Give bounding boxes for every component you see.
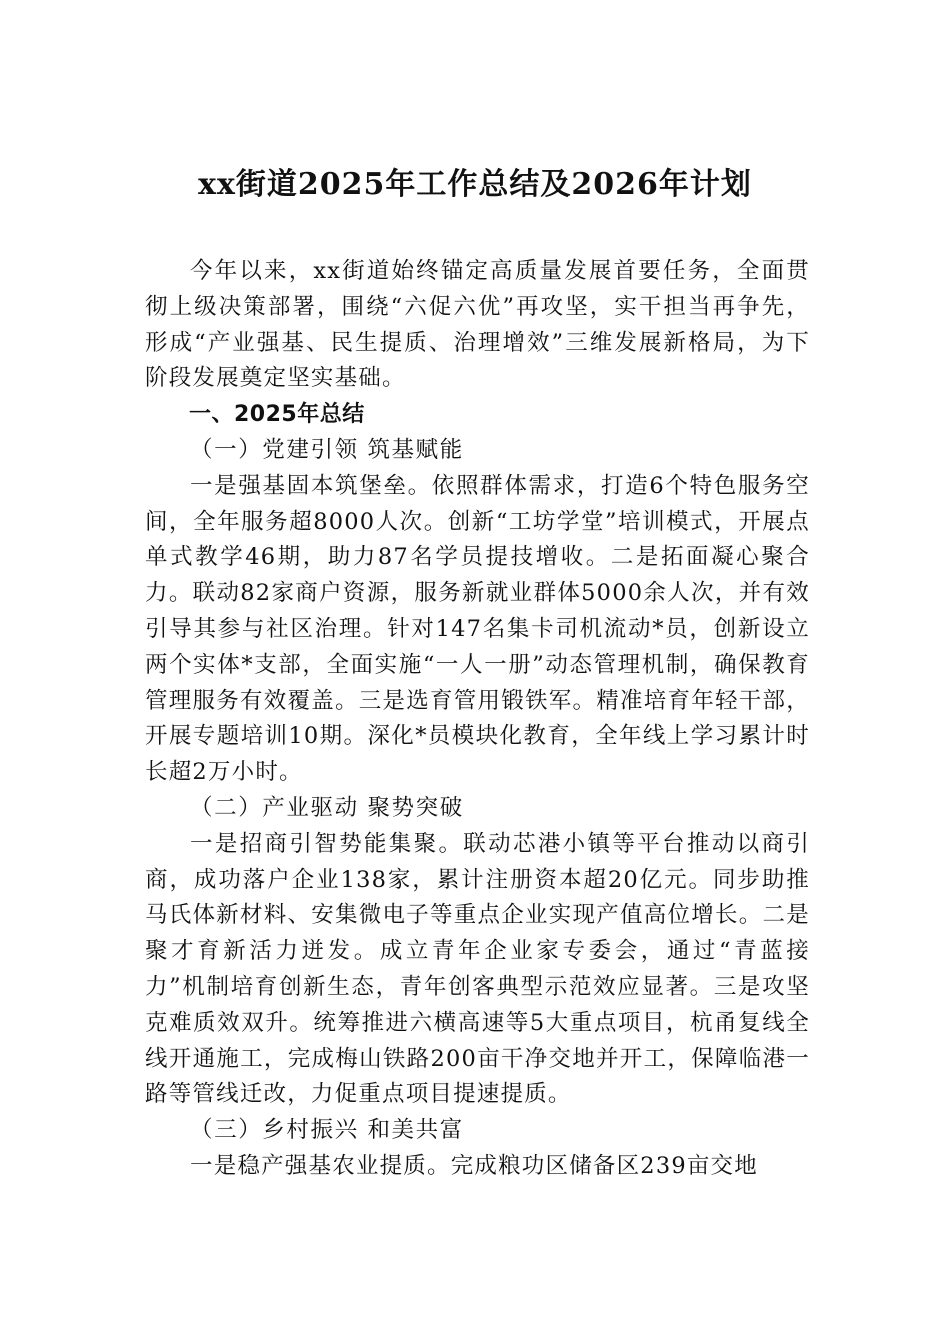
intro-paragraph: 今年以来，xx街道始终锚定高质量发展首要任务，全面贯彻上级决策部署，围绕“六促六优”再攻坚，实干担当再争先，形成“产业强基、民生提质、治理增效”三维发展新格局，为下阶段发展奠定坚实基础。 [145, 258, 810, 392]
subsection-heading-industry: （二）产业驱动 聚势突破 [190, 794, 464, 821]
document-body [145, 254, 810, 1185]
paragraph-party-building: 一是强基固本筑堡垒。依照群体需求，打造6个特色服务空间，全年服务超8000人次。创新“工坊学堂”培训模式，开展点单式教学46期，助力87名学员提技增收。二是拓面凝心聚合力。联动82家商户资源，服务新就业群体5000余人次，并有效引导其参与社区治理。针对147名集卡司机流动*员，创新设立两个实体*支部，全面实施“一人一册”动态管理机制，确保教育管理服务有效覆盖。三是选育管用锻铁军。精准培育年轻干部，开展专题培训10期。深化*员模块化教育，全年线上学习累计时长超2万小时。 [145, 472, 810, 786]
subsection-heading-rural: （三）乡村振兴 和美共富 [190, 1117, 464, 1144]
section-heading-summary: 一、2025年总结 [189, 402, 365, 428]
paragraph-rural: 一是稳产强基农业提质。完成粮功区储备区239亩交地 [190, 1152, 758, 1179]
paragraph-industry: 一是招商引智势能集聚。联动芯港小镇等平台推动以商引商，成功落户企业138家，累计注册资本超20亿元。同步助推马氏体新材料、安集微电子等重点企业实现产值高位增长。二是聚才育新活力迸发。成立青年企业家专委会，通过“青蓝接力”机制培育创新生态，青年创客典型示范效应显著。三是攻坚克难质效双升。统筹推进六横高速等5大重点项目，杭甬复线全线开通施工，完成梅山铁路200亩干净交地并开工，保障临港一路等管线迁改，力促重点项目提速提质。 [145, 830, 810, 1108]
document-title: xx街道2025年工作总结及2026年计划 [198, 167, 752, 202]
subsection-heading-party-building: （一）党建引领 筑基赋能 [190, 436, 464, 463]
